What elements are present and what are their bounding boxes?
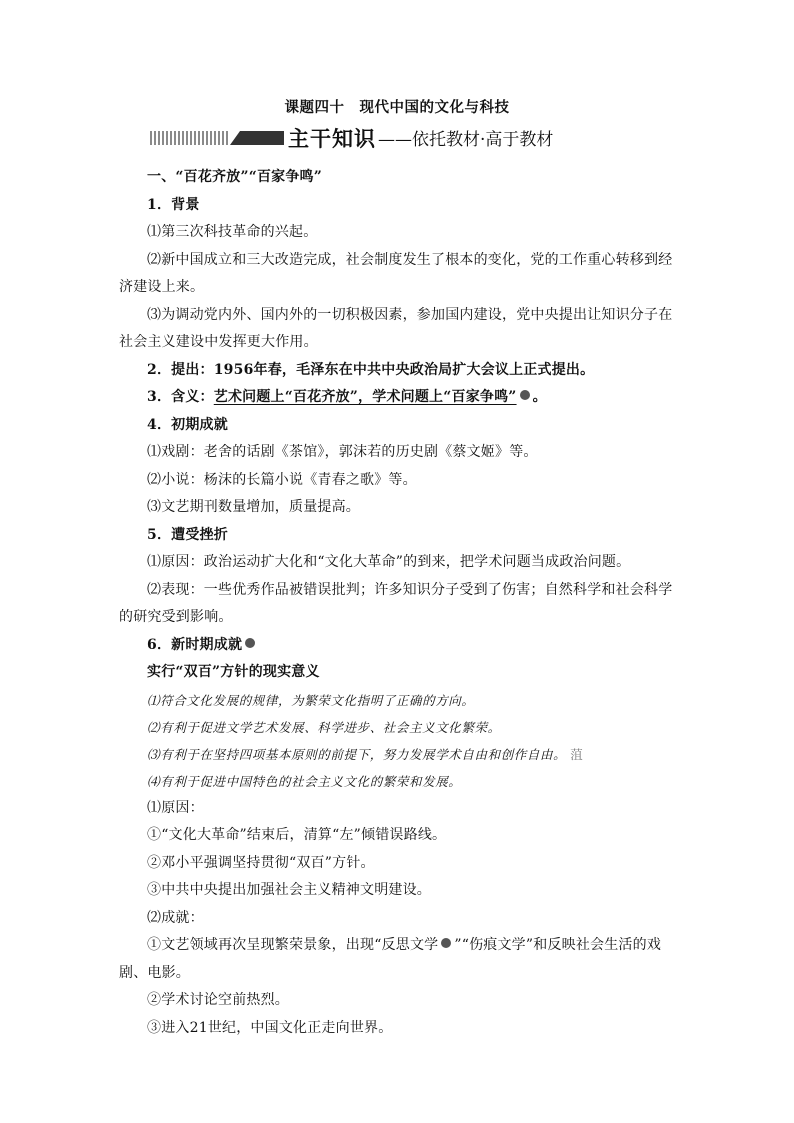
achievement-heading: ⑵成就： [147, 909, 204, 926]
achievement-item-2: ②学术讨论空前热烈。 [147, 992, 289, 1008]
achievement-item-1 [119, 932, 679, 987]
banner-bar-decoration [240, 131, 284, 145]
new-era-heading-text: 6．新时期成就 [147, 636, 243, 653]
page-title: 课题四十 现代中国的文化与科技 [284, 99, 510, 116]
setback-heading: 5．遭受挫折 [147, 526, 228, 543]
background-item-1: ⑴第三次科技革命的兴起。 [147, 224, 318, 240]
initial-item-3: ⑶文艺期刊数量增加，质量提高。 [147, 499, 360, 515]
practice-stamp: 菹 [570, 746, 584, 762]
practice-item-3 [119, 741, 679, 768]
initial-item-2: ⑵小说：杨沫的长篇小说《青春之歌》等。 [147, 471, 417, 488]
annotation-marker-icon [520, 390, 530, 400]
practice-heading: 实行“双百”方针的现实意义 [147, 664, 320, 680]
achievement-item-3: ③进入21世纪，中国文化正走向世界。 [147, 1019, 393, 1036]
background-item-3: ⑶为调动党内外、国内外的一切积极因素，参加国内建设，党中央提出让知识分子在社会主义建设中发挥更大作用。 [119, 306, 673, 350]
practice-item-1: ⑴符合文化发展的规律，为繁荣文化指明了正确的方向。 [147, 692, 475, 708]
practice-item-2: ⑵有利于促进文学艺术发展、科学进步、社会主义文化繁荣。 [147, 719, 501, 735]
new-era-heading [119, 632, 679, 660]
cause-heading: ⑴原因： [147, 799, 204, 816]
practice-item-4: ⑷有利于促进中国特色的社会主义文化的繁荣和发展。 [147, 773, 462, 789]
meaning-paragraph [119, 384, 679, 412]
initial-achievements-heading: 4．初期成就 [147, 416, 228, 433]
banner-subtitle: ——依托教材·高于教材 [378, 130, 554, 150]
meaning-text: 艺术问题上“百花齐放”，学术问题上“百家争鸣” [213, 389, 517, 405]
achievement-item-1-start: ①文艺领域再次呈现繁荣景象，出现“反思文学 [147, 937, 439, 953]
meaning-prefix: 3．含义： [147, 389, 214, 405]
cause-item-3: ③中共中央提出加强社会主义精神文明建设。 [147, 882, 431, 898]
practice-item-3-text: ⑶有利于在坚持四项基本原则的前提下，努力发展学术自由和创作自由。 [147, 746, 567, 762]
annotation-marker-icon [441, 938, 451, 948]
banner-wedge-decoration [230, 131, 240, 145]
background-item-2: ⑵新中国成立和三大改造完成，社会制度发生了根本的变化，党的工作重心转移到经济建设上来。 [119, 251, 673, 295]
meaning-suffix: 。 [532, 389, 547, 405]
annotation-marker-icon [245, 638, 255, 648]
section-heading: 一、“百花齐放”“百家争鸣” [147, 169, 323, 185]
section-banner [150, 126, 570, 154]
cause-item-1: ①“文化大革命”结束后，清算“左”倾错误路线。 [147, 827, 447, 843]
banner-stripe-decoration [150, 131, 228, 145]
proposal-paragraph: 2．提出：1956年春，毛泽东在中共中央政治局扩大会议上正式提出。 [147, 361, 595, 378]
achievement-item-1-end: ”“伤痕文学”和反映社会生活的戏剧、电影。 [119, 937, 662, 981]
initial-item-1: ⑴戏剧：老舍的话剧《茶馆》，郭沫若的历史剧《蔡文姬》等。 [147, 444, 538, 460]
setback-item-2: ⑵表现：一些优秀作品被错误批判；许多知识分子受到了伤害；自然科学和社会科学的研究受到影响。 [119, 581, 673, 625]
setback-item-1: ⑴原因：政治运动扩大化和“文化大革命”的到来，把学术问题当成政治问题。 [147, 554, 631, 570]
banner-main-title: 主干知识 [288, 127, 376, 151]
document-body [119, 164, 679, 1042]
cause-item-2: ②邓小平强调坚持贯彻“双百”方针。 [147, 854, 375, 871]
background-heading: 1．背景 [147, 196, 200, 213]
